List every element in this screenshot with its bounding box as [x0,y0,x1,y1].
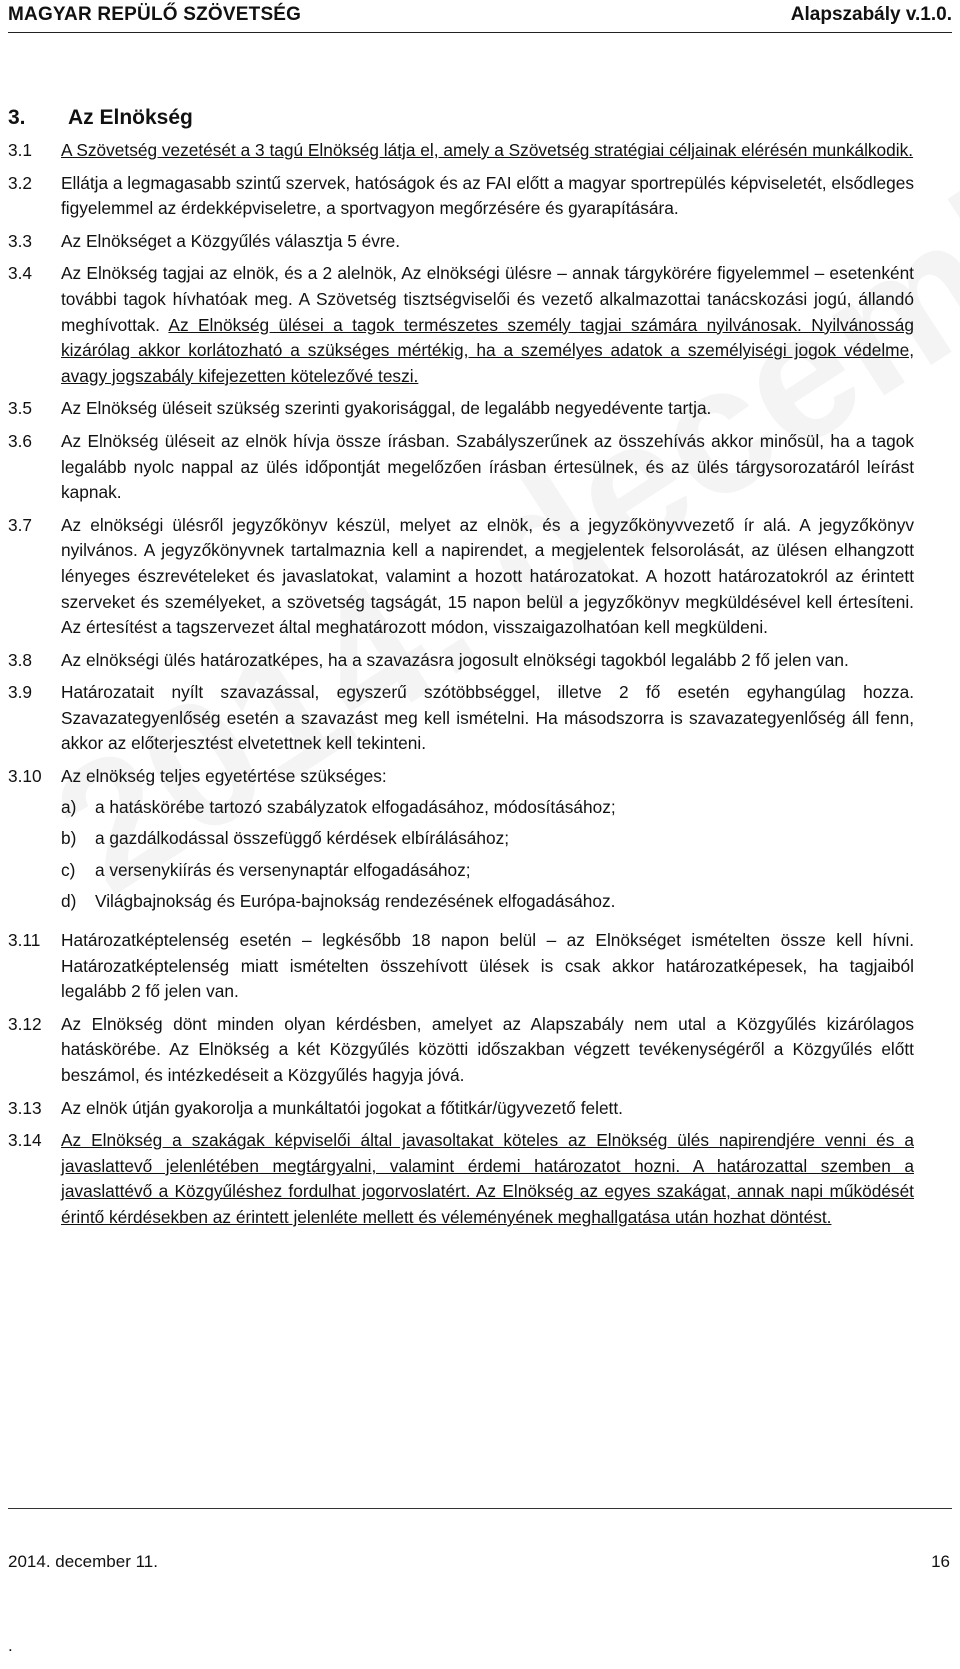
section-text-part: Az Elnökség ülései a tagok természetes személy tagjai számára nyilvánosak. Nyilvánosság kizárólag akkor korlátozható a szükséges mértékig, ha a személyes adatok a személyiségi jogok védelme, avagy jogszabály kifejezetten kötelezővé teszi. [61,314,914,386]
section-3-4 [8,261,914,389]
section-number: 3.3 [8,230,33,251]
section-text [61,928,914,1005]
section-text [61,138,914,164]
section-3-6 [8,429,914,506]
header-divider [8,32,952,33]
section-number: 3.11 [8,930,41,951]
section-3-7 [8,513,914,641]
section-text-part: Határozatait nyílt szavazással, egyszerű szótöbbséggel, illetve 2 fő esetén egyhangúlag hozza. Szavazategyenlőség esetén a szavazást meg kell ismételni. Ha másodszorra is szavazategyenlőség áll fenn, akkor az előterjesztést elvetettnek kell tekinteni. [61,682,914,754]
section-3-8 [8,648,914,674]
list-item-label: a) [61,796,77,817]
section-text [61,1096,914,1122]
list-item-text: a hatáskörébe tartozó szabályzatok elfogadásához, módosításához; [95,796,616,817]
list-item-text: Világbajnokság és Európa-bajnokság rendezésének elfogadásához. [95,891,616,912]
section-3-13 [8,1096,914,1122]
list-item-label: c) [61,859,76,880]
section-text [61,229,914,255]
footer-date: 2014. december 11. [8,1552,158,1571]
section-number: 3.6 [8,430,33,451]
section-3-10 [8,764,914,921]
section-text-part: Az elnökségi ülésről jegyzőkönyv készül, melyet az elnök, és a jegyzőkönyvvezető ír alá. A jegyzőkönyv nyilvános. A jegyzőkönyvnek tartalmaznia kell a napirendet, a megjelentek felsorolását, az ülésen elhangzott lényeges észrevételeket és javaslatokat, valamint a hozott határozatokat. A hozott határozatokról az érintett szerveket és személyeket, a szövetség tagságát, 15 napon belül a jegyzőkönyv megküldésével kell értesíteni. Az értesítést a tagszervezet által meghatározott módon, visszaigazolhatóan kell megküldeni. [61,514,914,638]
section-text [61,764,914,921]
section-text [61,396,914,422]
section-text [61,1128,914,1230]
list-item-label: d) [61,891,77,912]
list-item [61,826,914,852]
list-item [61,889,914,915]
section-3-2 [8,171,914,222]
section-text-part: Az Elnökséget a Közgyűlés választja 5 évre. [61,230,401,251]
page-header [0,0,960,36]
section-text [61,171,914,222]
section-number: 3.5 [8,398,33,419]
section-3-12 [8,1012,914,1089]
section-number: 3.9 [8,682,33,703]
section-3-14 [8,1128,914,1230]
section-number: 3.12 [8,1013,42,1034]
footer-mark: . [8,1636,13,1655]
section-3-9 [8,680,914,757]
requirement-list [61,795,914,915]
page-number: 16 [931,1552,950,1571]
document-version: Alapszabály v.1.0. [790,4,952,25]
list-item-label: b) [61,828,77,849]
section-number: 3.8 [8,649,33,670]
footer-divider [8,1508,952,1509]
section-3-11 [8,928,914,1005]
list-item-text: a gazdálkodással összefüggő kérdések elbírálásához; [95,828,510,849]
section-text-part: A Szövetség vezetését a 3 tagú Elnökség látja el, amely a Szövetség stratégiai céljainak elérésén munkálkodik. [61,140,914,160]
section-text-part: Az elnök útján gyakorolja a munkáltatói jogokat a főtitkár/ügyvezető felett. [61,1097,623,1118]
section-text [61,648,914,674]
section-3-3 [8,229,914,255]
section-text [61,513,914,641]
section-text-part: Az Elnökség üléseit az elnök hívja össze írásban. Szabályszerűnek az összehívás akkor minősül, ha a tagok legalább nyolc nappal az ülés időpontját megelőzően írásban értesülnek, és az ülés tárgysorozatáról leírást kapnak. [61,430,914,503]
section-text [61,1012,914,1089]
section-number: 3.7 [8,514,33,535]
organization-name: MAGYAR REPÜLŐ SZÖVETSÉG [8,4,302,25]
section-number: 3.10 [8,766,42,787]
section-3-1 [8,138,914,164]
section-number: 3.14 [8,1130,42,1151]
section-text-part: Ellátja a legmagasabb szintű szervek, hatóságok és az FAI előtt a magyar sportrepülés képviseletét, elsődleges figyelemmel az érdekképviseletre, a sportvagyon megőrzésére és gyarapítására. [61,172,915,219]
section-number: 3.13 [8,1097,42,1118]
section-text-part: Az Elnökség üléseit szükség szerinti gyakorisággal, de legalább negyedévente tartja. [61,398,712,419]
section-number: 3.4 [8,263,33,284]
section-number: 3.2 [8,172,33,193]
list-item-text: a versenykiírás és versenynaptár elfogadásához; [95,859,471,880]
section-text-part: Határozatképtelenség esetén – legkésőbb 18 napon belül – az Elnökséget ismételten össze kell hívni. Határozatképtelenség miatt ismételten összehívott ülések is csak akkor határozatképesek, ha tagjaiból legalább 2 fő jelen van. [61,930,914,1002]
chapter-number: 3. [8,106,26,129]
section-text-part: Az elnökség teljes egyetértése szükséges: [61,766,387,787]
list-item [61,795,914,821]
section-text [61,261,914,389]
section-text-part: Az Elnökség dönt minden olyan kérdésben, amelyet az Alapszabály nem utal a Közgyűlés kizárólagos hatáskörébe. Az Elnökség a két Közgyűlés közötti időszakban végzett tevékenységéről a Közgyűlés előtt beszámol, és intézkedéseit a Közgyűlés hagyja jóvá. [61,1013,914,1085]
section-number: 3.1 [8,140,33,160]
list-item [61,858,914,884]
section-3-5 [8,396,914,422]
chapter-title: Az Elnökség [68,106,193,129]
section-text-part: Az elnökségi ülés határozatképes, ha a szavazásra jogosult elnökségi tagokból legalább 2 fő jelen van. [61,649,849,670]
section-text [61,429,914,506]
document-body [8,138,914,1238]
section-text [61,680,914,757]
section-text-part: Az Elnökség tagjai az elnök, és a 2 alelnök, Az elnökségi ülésre – annak tárgykörére figyelemmel – esetenként további tagok hívhatóak meg. A Szövetség tisztségviselői és vezető alkalmazottai tanácskozási jogú, állandó meghívottak. [61,263,914,335]
chapter-heading [8,106,193,130]
section-text-part: Az Elnökség a szakágak képviselői által javasoltakat köteles az Elnökség ülés napirendjére venni és a javaslattevő jelenlétében megtárgyalni, valamint érdemi határozatot hozni. A határozattal szemben a javaslattévő a Közgyűléshez fordulhat jogorvoslatért. Az Elnökség az egyes szakágat, annak napi működését érintő kérdésekben az érintett jelenléte mellett és véleményének meghallgatása után hozhat döntést. [61,1130,914,1227]
